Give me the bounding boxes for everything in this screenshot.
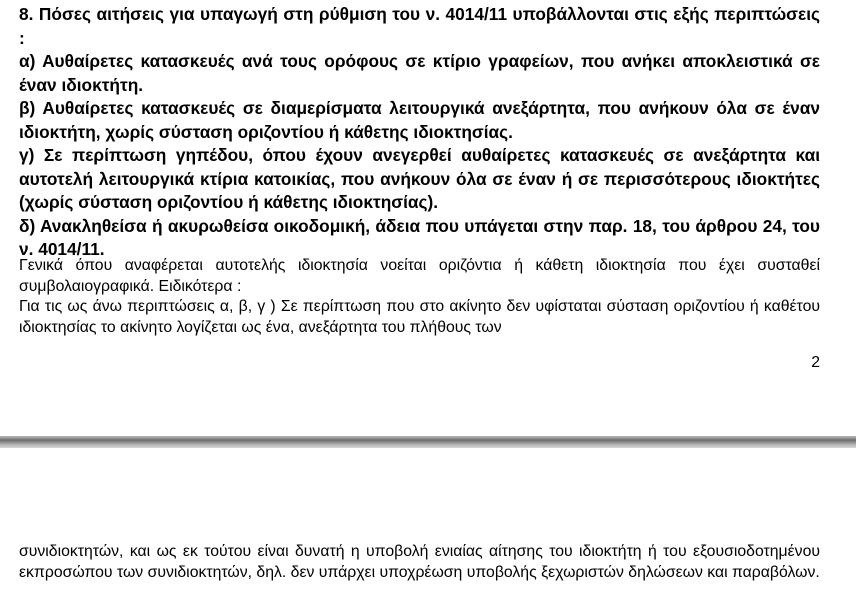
question-block (19, 3, 820, 262)
answer-cases-paragraph: Για τις ως άνω περιπτώσεις α, β, γ ) Σε περίπτωση που στο ακίνητο δεν υφίσταται σύσταση οριζοντίου ή καθέτου ιδιοκτησίας το ακίνητο λογίζεται ως ένα, ανεξάρτητα του πλήθους των (19, 298, 820, 336)
answer-general-paragraph: Γενικά όπου αναφέρεται αυτοτελής ιδιοκτησία νοείται οριζόντια ή κάθετη ιδιοκτησία που έχει συσταθεί συμβολαιογραφικά. Ειδικότερα : (19, 257, 820, 295)
continuation-block (19, 542, 820, 583)
case-a-paragraph: α) Αυθαίρετες κατασκευές ανά τους ορόφους σε κτίριο γραφείων, που ανήκει αποκλειστικά σε έναν ιδιοκτήτη. (19, 51, 820, 95)
page-number: 2 (811, 354, 820, 371)
case-c-paragraph: γ) Σε περίπτωση γηπέδου, όπου έχουν ανεγερθεί αυθαίρετες κατασκευές σε ανεξάρτητα και αυτοτελή λειτουργικά κτίρια κατοικίας, που ανήκουν όλα σε έναν ή σε περισσότερους ιδιοκτήτες (χωρίς σύσταση οριζοντίου ή κάθετης ιδιοκτησίας). (19, 145, 820, 212)
case-d-paragraph: δ) Ανακληθείσα ή ακυρωθείσα οικοδομική, άδεια που υπάγεται στην παρ. 18, του άρθρου 24, του ν. 4014/11. (19, 215, 820, 259)
question-heading: 8. Πόσες αιτήσεις για υπαγωγή στη ρύθμιση του ν. 4014/11 υποβάλλονται στις εξής περιπτώσεις : (19, 4, 820, 48)
continuation-paragraph: συνιδιοκτητών, και ως εκ τούτου είναι δυνατή η υποβολή ενιαίας αίτησης του ιδιοκτήτη ή του εξουσιοδοτημένου εκπροσώπου των συνιδιοκτητών, δηλ. δεν υπάρχει υποχρέωση υποβολής ξεχωριστών δηλώσεων και παραβόλων. (19, 543, 820, 581)
case-b-paragraph: β) Αυθαίρετες κατασκευές σε διαμερίσματα λειτουργικά ανεξάρτητα, που ανήκουν όλα σε έναν ιδιοκτήτη, χωρίς σύσταση οριζοντίου ή κάθετης ιδιοκτησίας. (19, 98, 820, 142)
document-page-3 (0, 448, 856, 607)
answer-block (19, 256, 820, 338)
page-separator (0, 436, 856, 448)
